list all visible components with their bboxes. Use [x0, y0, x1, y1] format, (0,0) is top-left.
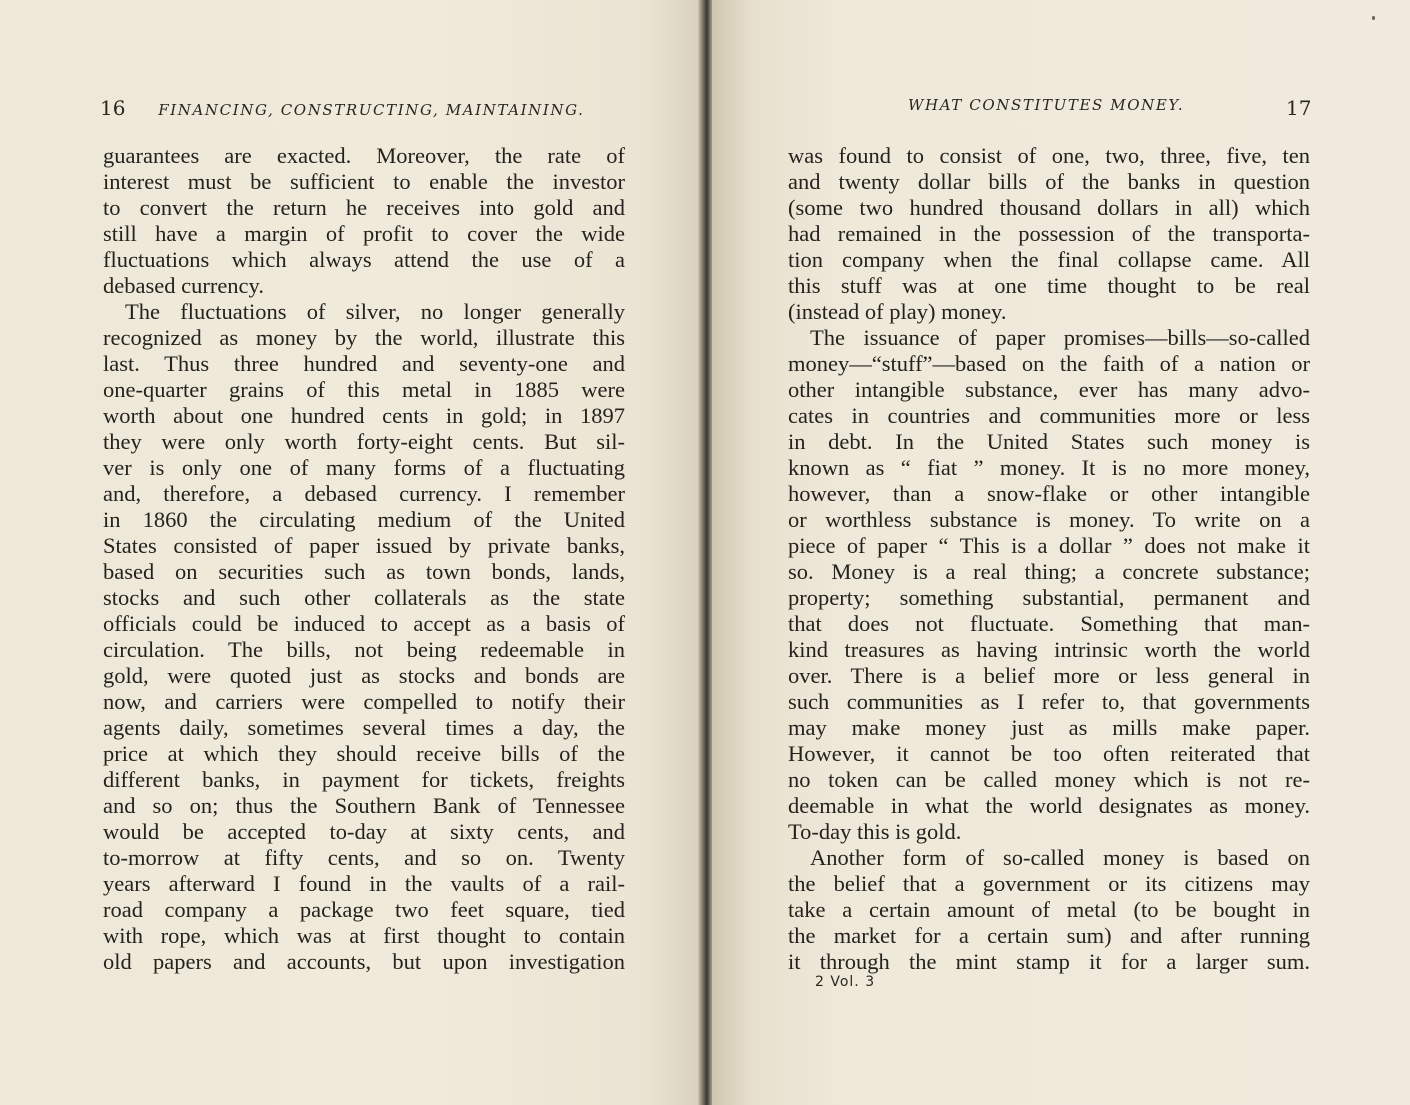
- left-body-text: [103, 143, 625, 975]
- left-page-number: 16: [100, 96, 126, 120]
- text-line: over. There is a belief more or less general in: [788, 663, 1310, 688]
- text-line: known as “ fiat ” money. It is no more money,: [788, 455, 1310, 480]
- text-line: fluctuations which always attend the use of a: [103, 247, 625, 272]
- text-line: debased currency.: [103, 273, 264, 298]
- text-line: and, therefore, a debased currency. I remember: [103, 481, 625, 506]
- text-line: this stuff was at one time thought to be real: [788, 273, 1310, 298]
- text-line: cates in countries and communities more or less: [788, 403, 1310, 428]
- text-line: such communities as I refer to, that governments: [788, 689, 1310, 714]
- text-line: was found to consist of one, two, three, five, ten: [788, 143, 1310, 168]
- text-line: recognized as money by the world, illustrate this: [103, 325, 625, 350]
- text-line: would be accepted to-day at sixty cents, and: [103, 819, 625, 844]
- text-line: road company a package two feet square, tied: [103, 897, 625, 922]
- text-line: officials could be induced to accept as a basis of: [103, 611, 625, 636]
- text-line: years afterward I found in the vaults of a rail-: [103, 871, 625, 896]
- text-line: the market for a certain sum) and after running: [788, 923, 1310, 948]
- signature-mark: 2 Vol. 3: [815, 974, 876, 990]
- text-line: they were only worth forty-eight cents. But sil-: [103, 429, 625, 454]
- text-line: still have a margin of profit to cover the wide: [103, 221, 625, 246]
- text-line: to convert the return he receives into gold and: [103, 195, 625, 220]
- text-line: with rope, which was at first thought to contain: [103, 923, 625, 948]
- text-line: now, and carriers were compelled to notify their: [103, 689, 625, 714]
- text-line: ver is only one of many forms of a fluctuating: [103, 455, 625, 480]
- text-line: agents daily, sometimes several times a day, the: [103, 715, 625, 740]
- text-line: it through the mint stamp it for a larger sum.: [788, 949, 1310, 974]
- text-line: interest must be sufficient to enable the investor: [103, 169, 625, 194]
- text-line: gold, were quoted just as stocks and bonds are: [103, 663, 625, 688]
- text-line: property; something substantial, permanent and: [788, 585, 1310, 610]
- text-line: price at which they should receive bills of the: [103, 741, 625, 766]
- text-line: old papers and accounts, but upon investigation: [103, 949, 625, 974]
- text-line: guarantees are exacted. Moreover, the rate of: [103, 143, 625, 168]
- text-line: in 1860 the circulating medium of the United: [103, 507, 625, 532]
- paper-speck: [1372, 16, 1375, 20]
- text-line: had remained in the possession of the transporta-: [788, 221, 1310, 246]
- text-line: different banks, in payment for tickets, freights: [103, 767, 625, 792]
- right-running-head: [908, 96, 1184, 114]
- text-line: take a certain amount of metal (to be bought in: [788, 897, 1310, 922]
- text-line: money—“stuff”—based on the faith of a nation or: [788, 351, 1310, 376]
- right-page-number: 17: [1286, 96, 1312, 120]
- text-line: tion company when the final collapse came. All: [788, 247, 1310, 272]
- text-line: (some two hundred thousand dollars in all) which: [788, 195, 1310, 220]
- text-line: that does not fluctuate. Something that man-: [788, 611, 1310, 636]
- text-line: To-day this is gold.: [788, 819, 962, 844]
- text-line: The issuance of paper promises—bills—so-called: [810, 325, 1310, 350]
- text-line: Another form of so-called money is based on: [810, 845, 1310, 870]
- text-line: circulation. The bills, not being redeemable in: [103, 637, 625, 662]
- text-line: kind treasures as having intrinsic worth the world: [788, 637, 1310, 662]
- text-line: in debt. In the United States such money is: [788, 429, 1310, 454]
- text-line: to-morrow at fifty cents, and so on. Twenty: [103, 845, 625, 870]
- text-line: or worthless substance is money. To write on a: [788, 507, 1310, 532]
- text-line: worth about one hundred cents in gold; in 1897: [103, 403, 625, 428]
- right-body-text: [788, 143, 1310, 975]
- left-running-title: FINANCING, CONSTRUCTING, MAINTAINING.: [158, 101, 585, 119]
- left-running-head: [100, 96, 585, 120]
- text-line: may make money just as mills make paper.: [788, 715, 1310, 740]
- text-line: the belief that a government or its citizens may: [788, 871, 1310, 896]
- left-page: [0, 0, 700, 1105]
- text-line: stocks and such other collaterals as the state: [103, 585, 625, 610]
- text-line: States consisted of paper issued by private banks,: [103, 533, 625, 558]
- text-line: deemable in what the world designates as money.: [788, 793, 1310, 818]
- right-page-number-wrap: [1286, 96, 1311, 120]
- text-line: and so on; thus the Southern Bank of Tennessee: [103, 793, 625, 818]
- text-line: The fluctuations of silver, no longer generally: [125, 299, 625, 324]
- text-line: no token can be called money which is not re-: [788, 767, 1310, 792]
- text-line: however, than a snow-flake or other intangible: [788, 481, 1310, 506]
- text-line: (instead of play) money.: [788, 299, 1007, 324]
- text-line: so. Money is a real thing; a concrete substance;: [788, 559, 1310, 584]
- text-line: and twenty dollar bills of the banks in question: [788, 169, 1310, 194]
- text-line: one-quarter grains of this metal in 1885 were: [103, 377, 625, 402]
- text-line: other intangible substance, ever has many advo-: [788, 377, 1310, 402]
- text-line: However, it cannot be too often reiterated that: [788, 741, 1310, 766]
- text-line: last. Thus three hundred and seventy-one and: [103, 351, 625, 376]
- text-line: piece of paper “ This is a dollar ” does not make it: [788, 533, 1310, 558]
- text-line: based on securities such as town bonds, lands,: [103, 559, 625, 584]
- right-running-title: WHAT CONSTITUTES MONEY.: [908, 96, 1185, 114]
